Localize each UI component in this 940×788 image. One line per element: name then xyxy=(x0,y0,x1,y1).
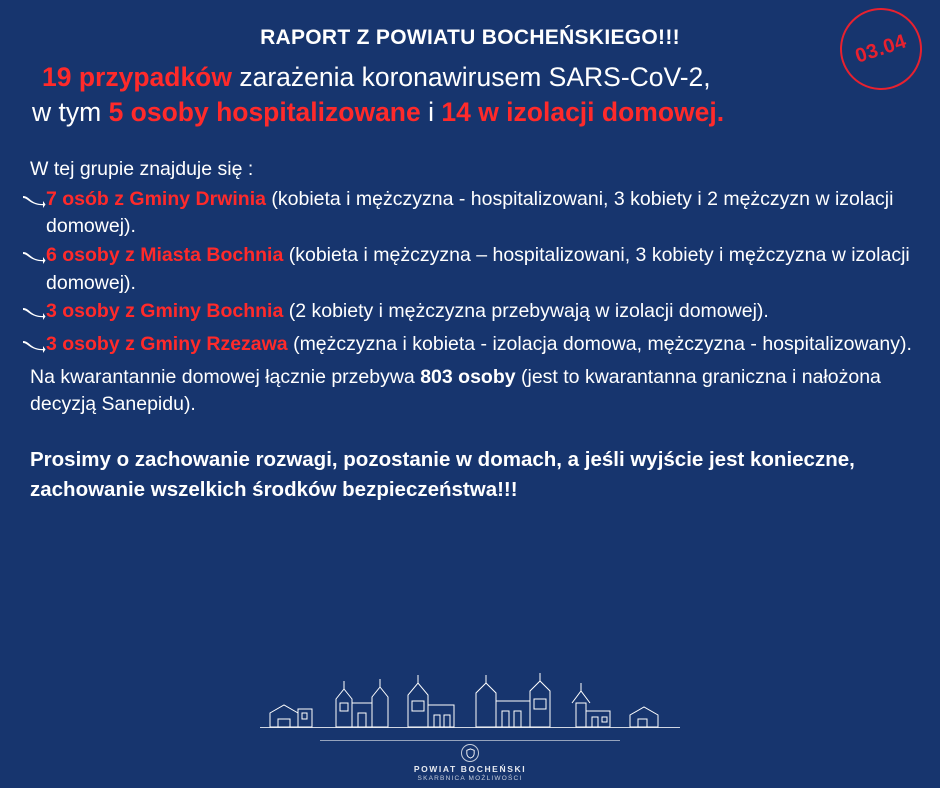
headline xyxy=(24,60,916,130)
arrow-right-icon xyxy=(22,335,46,363)
quarantine-prefix: Na kwarantannie domowej łącznie przebywa xyxy=(30,365,421,388)
county-motto: SKARBNICA MOŻLIWOŚCI xyxy=(417,775,523,782)
list-item-highlight: 3 osoby z Gminy Rzezawa xyxy=(46,333,288,356)
page-title: RAPORT Z POWIATU BOCHEŃSKIEGO!!! xyxy=(260,26,680,49)
county-name: POWIAT BOCHEŃSKI xyxy=(413,764,527,774)
headline-line-2 xyxy=(32,95,916,130)
footer xyxy=(0,669,940,782)
quarantine-paragraph xyxy=(26,364,916,419)
body-text xyxy=(24,156,916,505)
list-item xyxy=(26,331,916,363)
list-item-text xyxy=(46,186,916,241)
list-item xyxy=(26,242,916,297)
arrow-right-icon xyxy=(22,302,46,330)
quarantine-count: 803 osoby xyxy=(420,365,516,388)
coat-of-arms-icon xyxy=(461,744,479,762)
spacer xyxy=(24,134,916,156)
arrow-right-icon xyxy=(22,190,46,218)
list-item-text xyxy=(46,331,916,359)
intro-text: W tej grupie znajduje się : xyxy=(30,157,254,180)
list-item-detail: (2 kobiety i mężczyzna przebywają w izolacji domowej). xyxy=(283,300,769,323)
divider xyxy=(320,740,620,741)
list-item-highlight: 6 osoby z Miasta Bochnia xyxy=(46,244,284,266)
closing-appeal: Prosimy o zachowanie rozwagi, pozostanie w domach, a jeśli wyjście jest konieczne, zachowanie wszelkich środków bezpieczeństwa!!! xyxy=(30,448,855,501)
list-item-highlight: 7 osób z Gminy Drwinia xyxy=(46,187,266,210)
headline-case-count: 19 przypadków xyxy=(42,62,232,92)
list-item xyxy=(26,186,916,241)
headline-line-2-prefix: w tym xyxy=(32,96,109,127)
list-item-detail: (kobieta i mężczyzna - hospitalizowani, 3 kobiety i 2 mężczyzn w izolacji domowej). xyxy=(46,187,894,238)
headline-line-1 xyxy=(32,60,916,95)
headline-line-1-rest: zarażenia koronawirusem SARS-CoV-2, xyxy=(231,62,711,92)
list-item-detail: (kobieta i mężczyzna – hospitalizowani, 3 kobiety i mężczyzna w izolacji domowej). xyxy=(46,244,910,294)
arrow-right-icon xyxy=(22,246,46,274)
list-item xyxy=(26,298,916,330)
headline-line-2-mid: i xyxy=(420,96,442,127)
home-isolation-count: 14 w izolacji domowej. xyxy=(441,96,725,127)
quarantine-suffix: (jest to kwarantanna graniczna i nałożona decyzją Sanepidu). xyxy=(30,365,881,416)
list-item-detail: (mężczyzna i kobieta - izolacja domowa, mężczyzna - hospitalizowany). xyxy=(287,333,912,356)
date-stamp-badge: 03.04 xyxy=(829,0,932,101)
list-item-highlight: 3 osoby z Gminy Bochnia xyxy=(46,300,284,323)
hospitalized-count: 5 osoby hospitalizowane xyxy=(108,96,421,127)
list-item-text xyxy=(46,242,916,297)
city-skyline-icon xyxy=(240,669,700,736)
list-item-text xyxy=(46,298,916,326)
